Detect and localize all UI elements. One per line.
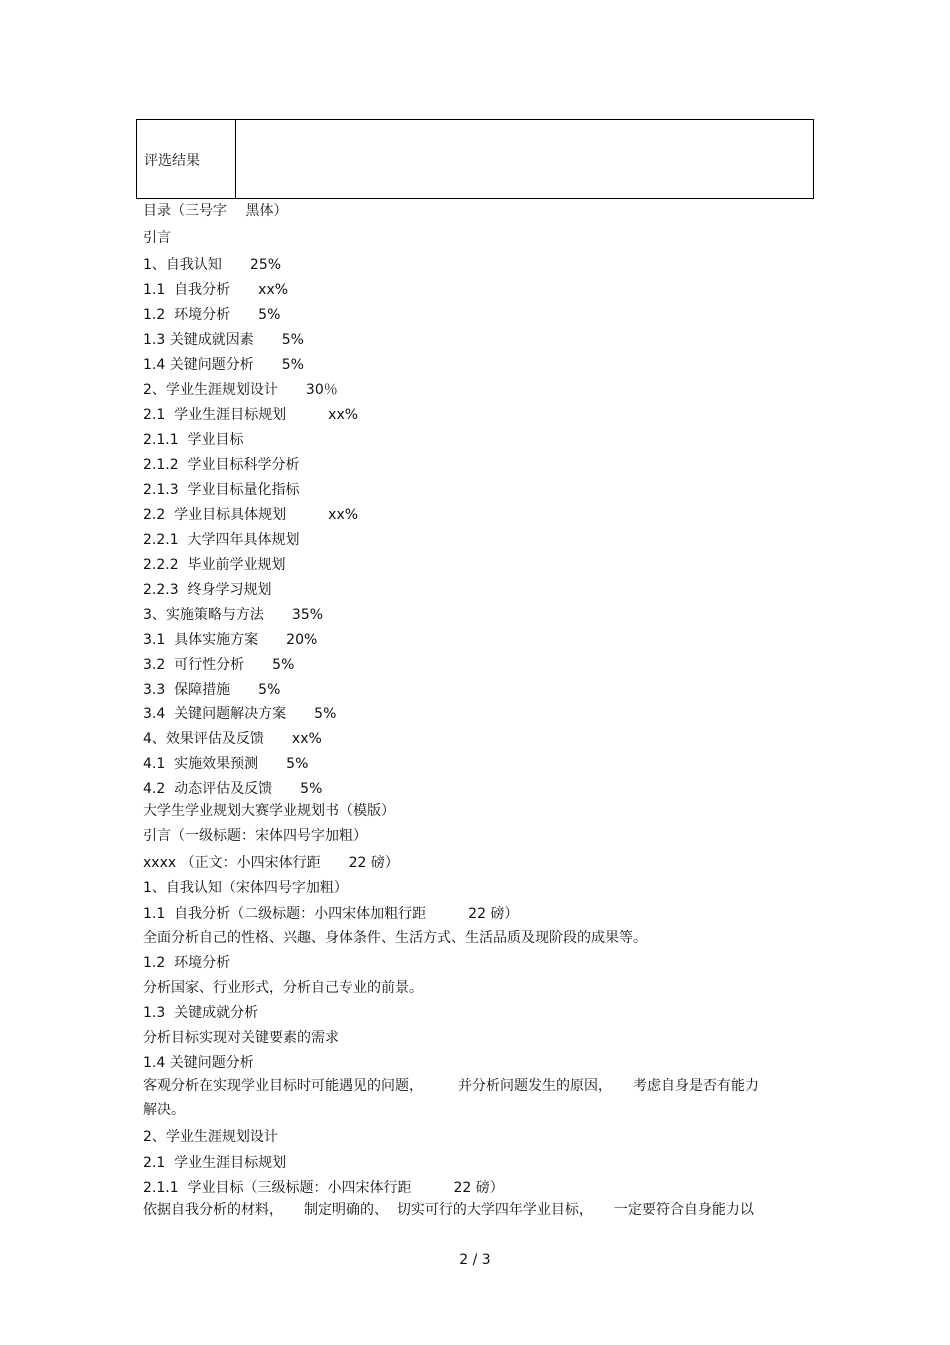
toc-item: 1.4 关键问题分析 5%	[143, 357, 304, 373]
body-line: 2.1.1 学业目标（三级标题：小四宋体行距 22 磅）	[143, 1180, 504, 1196]
toc-item: 2.1.2 学业目标科学分析	[143, 457, 300, 473]
toc-item: 3、实施策略与方法 35%	[143, 607, 324, 623]
toc-item: 3.1 具体实施方案 20%	[143, 632, 318, 648]
toc-item: 4、效果评估及反馈 xx%	[143, 731, 322, 747]
toc-item: 4.2 动态评估及反馈 5%	[143, 781, 323, 797]
toc-item: 2.2.3 终身学习规划	[143, 582, 272, 598]
toc-item: 2.1.3 学业目标量化指标	[143, 482, 300, 498]
body-line: 1.1 自我分析（二级标题：小四宋体加粗行距 22 磅）	[143, 906, 519, 922]
body-line: xxxx （正文：小四宋体行距 22 磅）	[143, 855, 399, 871]
body-line: 引言（一级标题：宋体四号字加粗）	[143, 828, 367, 844]
body-line: 依据自我分析的材料， 制定明确的、 切实可行的大学四年学业目标， 一定要符合自身能力以	[143, 1202, 754, 1218]
toc-item: 3.4 关键问题解决方案 5%	[143, 706, 337, 722]
body-line: 2.1 学业生涯目标规划	[143, 1155, 287, 1171]
toc-title: 目录（三号字 黑体）	[143, 203, 288, 219]
body-line: 全面分析自己的性格、兴趣、身体条件、生活方式、生活品质及现阶段的成果等。	[143, 930, 647, 946]
evaluation-result-table	[136, 119, 814, 199]
toc-item: 3.2 可行性分析 5%	[143, 657, 295, 673]
body-line: 大学生学业规划大赛学业规划书（模版）	[143, 803, 395, 819]
toc-item: 2、学业生涯规划设计 30％	[143, 382, 338, 398]
body-line: 1.3 关键成就分析	[143, 1005, 259, 1021]
toc-item: 1.3 关键成就因素 5%	[143, 332, 304, 348]
toc-item: 4.1 实施效果预测 5%	[143, 756, 309, 772]
toc-item: 1.2 环境分析 5%	[143, 307, 281, 323]
body-line: 客观分析在实现学业目标时可能遇见的问题， 并分析问题发生的原因， 考虑自身是否有能力	[143, 1078, 759, 1094]
toc-item: 2.1.1 学业目标	[143, 432, 244, 448]
page-number: 2 / 3	[459, 1252, 491, 1268]
body-line: 2、学业生涯规划设计	[143, 1129, 278, 1145]
body-line: 分析目标实现对关键要素的需求	[143, 1030, 339, 1046]
toc-item: 2.2 学业目标具体规划 xx%	[143, 507, 359, 523]
toc-item: 1.1 自我分析 xx%	[143, 282, 289, 298]
toc-item: 1、自我认知 25%	[143, 257, 282, 273]
toc-item: 2.2.1 大学四年具体规划	[143, 532, 300, 548]
body-line: 1、自我认知（宋体四号字加粗）	[143, 880, 348, 896]
body-line: 1.4 关键问题分析	[143, 1055, 254, 1071]
table-divider	[235, 120, 236, 198]
toc-item: 2.2.2 毕业前学业规划	[143, 557, 286, 573]
evaluation-result-label: 评选结果	[144, 153, 200, 169]
body-line: 1.2 环境分析	[143, 955, 231, 971]
body-line: 分析国家、行业形式，分析自己专业的前景。	[143, 980, 423, 996]
toc-item: 引言	[143, 230, 171, 246]
toc-item: 2.1 学业生涯目标规划 xx%	[143, 407, 359, 423]
toc-item: 3.3 保障措施 5%	[143, 682, 281, 698]
body-line: 解决。	[143, 1102, 185, 1118]
